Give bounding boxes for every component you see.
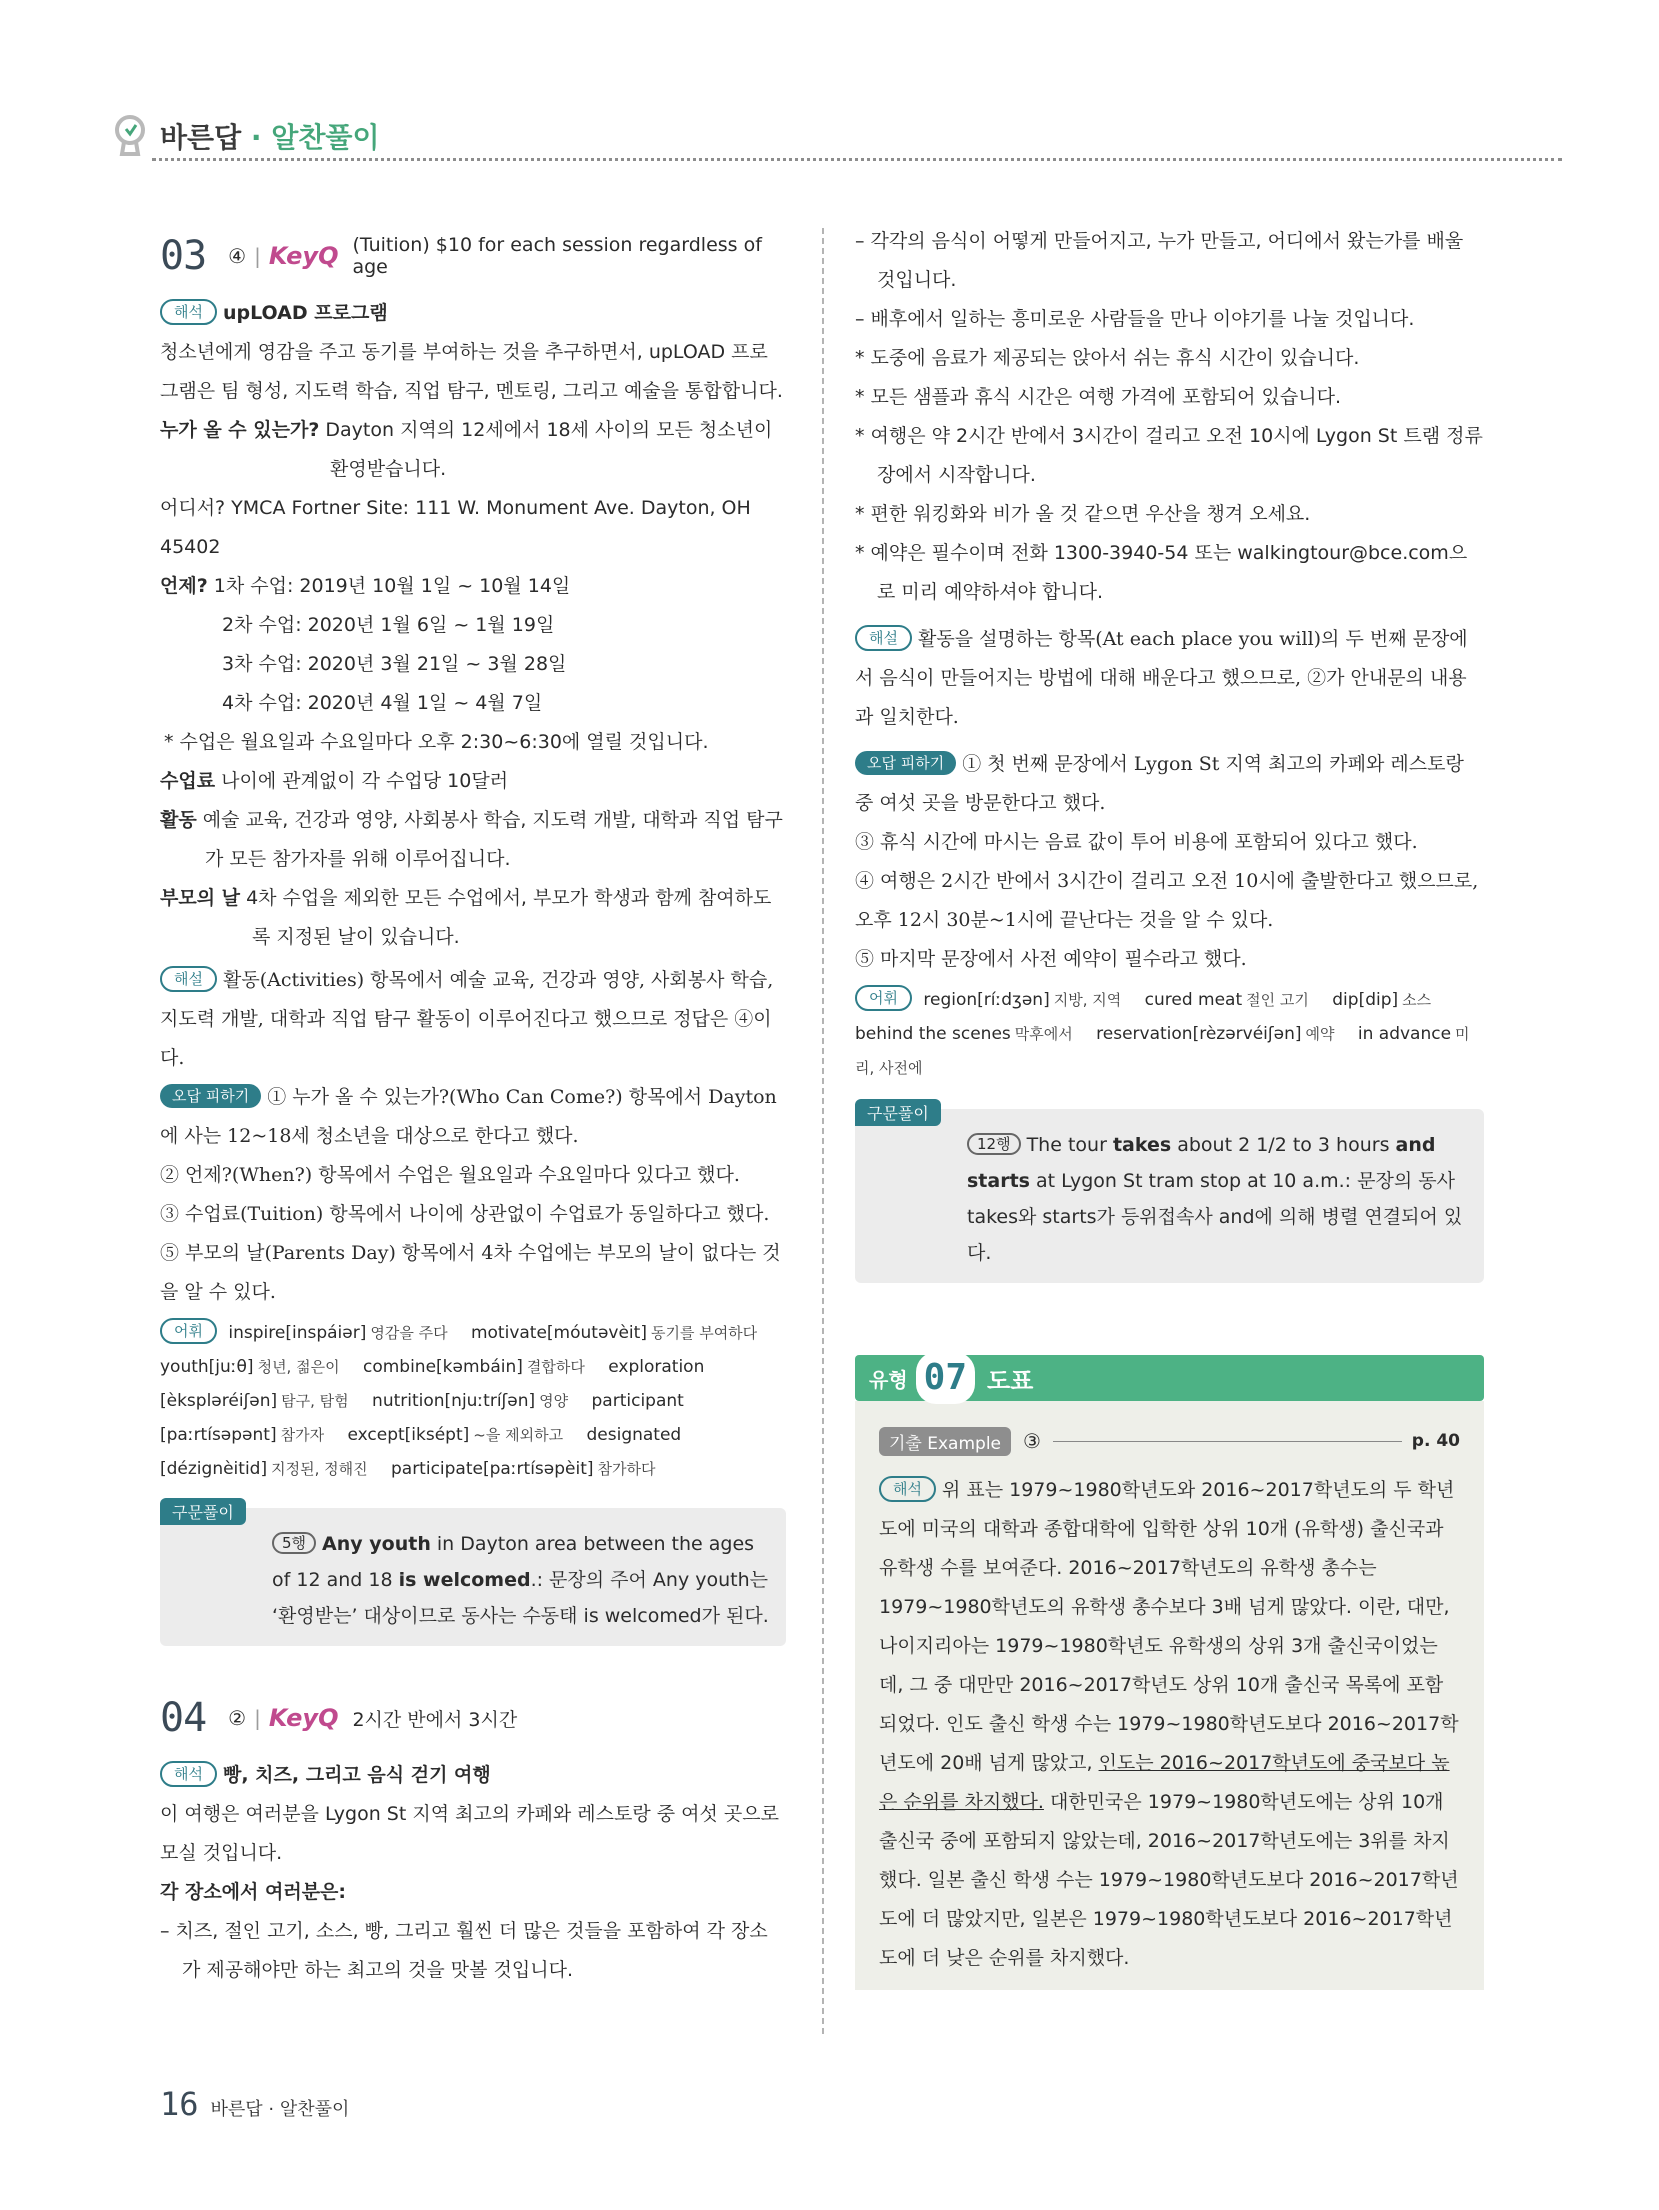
wrong-answer-1 (160, 1078, 786, 1156)
vocab-word: exploration (608, 1357, 705, 1377)
wrong-answer-1-text: ① 누가 올 수 있는가?(Who Can Come?) 항목에서 Dayton에 사는 12~18세 청소년을 대상으로 한다고 했다. (160, 1086, 777, 1147)
vocab-meaning: 소스 (1402, 991, 1432, 1009)
syntax-part-a: The tour (1026, 1134, 1113, 1156)
parents-text: 4차 수업을 제외한 모든 수업에서, 부모가 학생과 함께 참여하도록 지정된 날이 있습니다. (246, 887, 772, 948)
odap-tag: 오답 피하기 (855, 751, 956, 775)
activities-row (160, 801, 786, 879)
example-page-ref: p. 40 (1411, 1431, 1460, 1451)
syntax-subject: Any youth (322, 1533, 431, 1555)
example-tag: 기출 Example (879, 1427, 1011, 1456)
line-ref-pill: 5행 (272, 1532, 316, 1554)
vocab-word: reservation[rèzərvéiʃən] (1096, 1024, 1302, 1044)
page-header (112, 108, 1562, 168)
vocab-word: participant (591, 1391, 684, 1411)
vocab-tag: 어휘 (160, 1318, 217, 1344)
wrong-answer-5: ⑤ 마지막 문장에서 사전 예약이 필수라고 했다. (855, 948, 1247, 970)
example-translation (879, 1471, 1460, 1978)
who-text: Dayton 지역의 12세에서 18세 사이의 모든 청소년이 환영받습니다. (325, 419, 773, 480)
vocab-word: inspire[inspáiər] (228, 1323, 367, 1343)
header-title-a: 바른답 (160, 121, 242, 154)
wrong-answer-1 (855, 745, 1484, 823)
note-4: * 편한 워킹화와 비가 올 것 같으면 우산을 챙겨 오세요. (855, 503, 1311, 525)
syntax-conj: and (1395, 1134, 1436, 1156)
vocab-word: behind the scenes (855, 1024, 1011, 1044)
vocab-meaning: 참가하다 (597, 1460, 656, 1478)
type-label: 유형 (869, 1367, 908, 1392)
vocab-word: [paːrtísəpənt] (160, 1425, 277, 1445)
syntax-explanation: : 문장의 동사 takes와 starts가 등위접속사 and에 의해 병렬 연결되어 있다. (967, 1170, 1463, 1264)
translation-title (160, 1756, 786, 1795)
example-text-b: 대한민국은 1979~1980학년도에는 상위 10개 출신국 중에 포함되지 않았는데, 2016~2017학년도에는 3위를 차지했다. 일본 출신 학생 수는 1979~1980학년도보다 2016~2017학년도에 더 많았지만, 일본은 1979~1980학년도보다 2016~2017학년도에 더 낮은 순위를 차지했다. (879, 1791, 1459, 1969)
wrong-answer-2: ② 언제?(When?) 항목에서 수업은 월요일과 수요일마다 있다고 했다. (160, 1164, 740, 1186)
keyq-text: (Tuition) $10 for each session regardless of age (352, 234, 762, 278)
divider-bar: | (254, 244, 261, 268)
lightbulb-icon (112, 112, 150, 158)
syntax-mid: in Dayton area between the ages of 12 and 18 (272, 1533, 755, 1591)
example-rule (1053, 1441, 1402, 1442)
vocab-word: youth[juːθ] (160, 1357, 254, 1377)
vocab-word: participate[paːrtísəpèit] (390, 1459, 594, 1479)
vocab-word: [èkspləréiʃən] (160, 1391, 278, 1411)
explanation-text: 활동을 설명하는 항목(At each place you will)의 두 번째 문장에서 음식이 만들어지는 방법에 대해 배운다고 했으므로, ②가 안내문의 내용과 일치한다. (855, 628, 1468, 728)
vocab-meaning: 막후에서 (1014, 1025, 1073, 1043)
keyq-label: KeyQ (268, 242, 339, 270)
translation-title (160, 294, 786, 333)
each-place-item-1: – 치즈, 절인 고기, 소스, 빵, 그리고 훨씬 더 많은 것들을 포함하여 각 장소가 제공해야만 하는 최고의 것을 맛볼 것입니다. (160, 1920, 768, 1981)
translation-heading: upLOAD 프로그램 (222, 302, 388, 324)
note-3: * 여행은 약 2시간 반에서 3시간이 걸리고 오전 10시에 Lygon St 트램 정류장에서 시작합니다. (855, 425, 1483, 486)
when-item-3: 3차 수업: 2020년 3월 21일 ~ 3월 28일 (222, 653, 567, 675)
wrong-answer-5: ⑤ 부모의 날(Parents Day) 항목에서 4차 수업에는 부모의 날이 없다는 것을 알 수 있다. (160, 1242, 781, 1303)
vocab-word: nutrition[njuːtríʃən] (372, 1391, 536, 1411)
question-04-header (160, 1690, 786, 1746)
vocab-meaning: 영양 (539, 1392, 569, 1410)
tuition-row (160, 762, 786, 801)
when-item-1: 1차 수업: 2019년 10월 1일 ~ 10월 14일 (213, 575, 571, 597)
vocab-meaning: 지방, 지역 (1053, 991, 1122, 1009)
when-note: * 수업은 월요일과 수요일마다 오후 2:30~6:30에 열릴 것입니다. (164, 731, 709, 753)
haeseol-tag: 해설 (855, 625, 912, 651)
example-header (879, 1417, 1460, 1465)
vocab-tag: 어휘 (855, 985, 912, 1011)
example-text-underlined: 인도는 2016~2017학년도에 중국보다 높은 순위를 차지했다. (879, 1752, 1450, 1813)
when-label: 언제? (160, 575, 208, 597)
syntax-verb-1: takes (1112, 1134, 1172, 1156)
keyq-text: 2시간 반에서 3시간 (352, 1708, 518, 1731)
left-column (160, 228, 786, 1990)
each-place-item-3: – 배후에서 일하는 흥미로운 사람들을 만나 이야기를 나눌 것입니다. (855, 308, 1415, 330)
parents-row (160, 879, 786, 957)
divider-bar: | (254, 1706, 261, 1730)
syntax-box (855, 1104, 1484, 1283)
question-number: 03 (160, 233, 207, 279)
vocab-meaning: 청년, 젊은이 (257, 1358, 340, 1376)
right-column (855, 222, 1484, 1990)
wrong-answer-3: ③ 수업료(Tuition) 항목에서 나이에 상관없이 수업료가 동일하다고 했다. (160, 1203, 770, 1225)
answer-mark: ④ (228, 244, 247, 268)
vocab-word: cured meat (1144, 990, 1243, 1010)
each-place-label: 각 장소에서 여러분은: (160, 1881, 347, 1903)
note-2: * 모든 샘플과 휴식 시간은 여행 가격에 포함되어 있습니다. (855, 386, 1341, 408)
syntax-text (871, 1127, 1468, 1271)
syntax-box (160, 1503, 786, 1646)
type-number: 07 (916, 1352, 975, 1404)
vocab-word: region[ríːdʒən] (923, 990, 1050, 1010)
translation-intro: 청소년에게 영감을 주고 동기를 부여하는 것을 추구하면서, upLOAD 프로그램은 팀 형성, 지도력 학습, 직업 탐구, 멘토링, 그리고 예술을 통합합니다. (160, 341, 783, 402)
haeseok-tag: 해석 (160, 1761, 217, 1787)
who-row (160, 411, 786, 489)
when-item-4: 4차 수업: 2020년 4월 1일 ~ 4월 7일 (222, 692, 543, 714)
vocab-meaning: ~을 제외하고 (473, 1426, 564, 1444)
vocab-word: designated (586, 1425, 682, 1445)
vocab-meaning: 결합하다 (526, 1358, 585, 1376)
activities-label: 활동 (160, 809, 197, 831)
wrong-answer-3: ③ 휴식 시간에 마시는 음료 값이 투어 비용에 포함되어 있다고 했다. (855, 831, 1418, 853)
vocab-meaning: 참가자 (280, 1426, 325, 1444)
wrong-answer-4: ④ 여행은 2시간 반에서 3시간이 걸리고 오전 10시에 출발한다고 했으므로, 오후 12시 30분~1시에 끝난다는 것을 알 수 있다. (855, 870, 1479, 931)
example-text-a: 위 표는 1979~1980학년도와 2016~2017학년도의 두 학년도에 미국의 대학과 종합대학에 입학한 상위 10개 (유학생) 출신국과 유학생 수를 보여준다. 2016~2017학년도의 유학생 총수는 1979~1980학년도의 유학생 총수보다 3배 넘게 많았다. 이란, 대만, 나이지리아는 1979~1980학년도 유학생의 상위 3개 출신국이었는데, 그 중 대만만 2016~2017학년도 상위 10개 출신국 목록에 포함되었다. 인도 출신 학생 수는 1979~1980학년도보다 2016~2017학년도에 20배 넘게 많았고, (879, 1479, 1459, 1774)
page-footer (160, 2085, 349, 2123)
footer-label: 바른답 · 알찬풀이 (210, 2099, 350, 2120)
line-ref-pill: 12행 (967, 1133, 1021, 1155)
syntax-verb-2: starts (967, 1170, 1030, 1192)
when-item-2: 2차 수업: 2020년 1월 6일 ~ 1월 19일 (222, 614, 555, 636)
vocab-word: motivate[móutəvèit] (470, 1323, 647, 1343)
type-banner (855, 1355, 1484, 1401)
each-place-item-2: – 각각의 음식이 어떻게 만들어지고, 누가 만들고, 어디에서 왔는가를 배울 것입니다. (855, 230, 1464, 291)
vocab-meaning: 동기를 부여하다 (650, 1324, 758, 1342)
haeseol-tag: 해설 (160, 966, 217, 992)
vocab-word: in advance (1357, 1024, 1452, 1044)
answer-mark: ② (228, 1706, 247, 1730)
question-03-header (160, 228, 786, 284)
translation-heading: 빵, 치즈, 그리고 음식 걷기 여행 (222, 1764, 491, 1786)
syntax-tag: 구문풀이 (160, 1498, 246, 1525)
vocab-meaning: 미리, 사전에 (855, 1025, 1470, 1077)
header-title (160, 116, 380, 156)
syntax-text (176, 1526, 770, 1634)
header-dotted-rule (152, 158, 1562, 161)
note-5: * 예약은 필수이며 전화 1300-3940-54 또는 walkingtour@bce.com으로 미리 예약하셔야 합니다. (855, 542, 1468, 603)
vocabulary (855, 983, 1484, 1085)
question-number: 04 (160, 1695, 207, 1741)
vocab-meaning: 탐구, 탐험 (281, 1392, 349, 1410)
type-title: 도표 (987, 1366, 1034, 1395)
odap-tag: 오답 피하기 (160, 1084, 261, 1108)
keyq-label: KeyQ (268, 1704, 339, 1732)
header-title-b: 알찬풀이 (271, 121, 380, 154)
column-divider (822, 228, 824, 2034)
vocab-meaning: 영감을 주다 (370, 1324, 448, 1342)
where-row: 어디서? YMCA Fortner Site: 111 W. Monument Ave. Dayton, OH 45402 (160, 497, 751, 558)
vocab-word: [dézignèitid] (160, 1459, 268, 1479)
example-box (855, 1401, 1484, 1990)
explanation-text: 활동(Activities) 항목에서 예술 교육, 건강과 영양, 사회봉사 학습, 지도력 개발, 대학과 직업 탐구 활동이 이루어진다고 했으므로 정답은 ④이다. (160, 969, 774, 1069)
example-answer: ③ (1023, 1429, 1041, 1453)
who-label: 누가 올 수 있는가? (160, 419, 320, 441)
page-number: 16 (160, 2085, 199, 2123)
syntax-explanation: .: 문장의 주어 Any youth는 ‘환영받는’ 대상이므로 동사는 수동태 is welcomed가 된다. (272, 1569, 769, 1627)
when-row (160, 567, 786, 606)
explanation (160, 961, 786, 1078)
parents-label: 부모의 날 (160, 887, 241, 909)
haeseok-tag: 해석 (879, 1476, 936, 1502)
vocabulary (160, 1316, 786, 1486)
vocab-meaning: 지정된, 정해진 (271, 1460, 368, 1478)
vocab-word: combine[kəmbáin] (362, 1357, 523, 1377)
vocab-word: dip[dip] (1332, 990, 1399, 1010)
note-1: * 도중에 음료가 제공되는 앉아서 쉬는 휴식 시간이 있습니다. (855, 347, 1360, 369)
translation-intro: 이 여행은 여러분을 Lygon St 지역 최고의 카페와 레스토랑 중 여섯 곳으로 모실 것입니다. (160, 1803, 779, 1864)
syntax-tag: 구문풀이 (855, 1099, 941, 1126)
vocab-word: except[iksépt] (347, 1425, 470, 1445)
tuition-text: 나이에 관계없이 각 수업당 10달러 (221, 770, 509, 792)
header-title-sep: · (241, 121, 272, 154)
syntax-part-c: about 2 1/2 to 3 hours (1171, 1134, 1396, 1156)
vocab-meaning: 절인 고기 (1246, 991, 1309, 1009)
haeseok-tag: 해석 (160, 299, 217, 325)
wrong-answer-1-text: ① 첫 번째 문장에서 Lygon St 지역 최고의 카페와 레스토랑 중 여섯 곳을 방문한다고 했다. (855, 753, 1464, 814)
syntax-part-g: at Lygon St tram stop at 10 a.m. (1029, 1170, 1345, 1192)
syntax-verb: is welcomed (398, 1569, 531, 1591)
explanation (855, 620, 1484, 737)
activities-text: 예술 교육, 건강과 영양, 사회봉사 학습, 지도력 개발, 대학과 직업 탐구가 모든 참가자를 위해 이루어집니다. (202, 809, 783, 870)
tuition-label: 수업료 (160, 770, 216, 792)
vocab-meaning: 예약 (1305, 1025, 1335, 1043)
